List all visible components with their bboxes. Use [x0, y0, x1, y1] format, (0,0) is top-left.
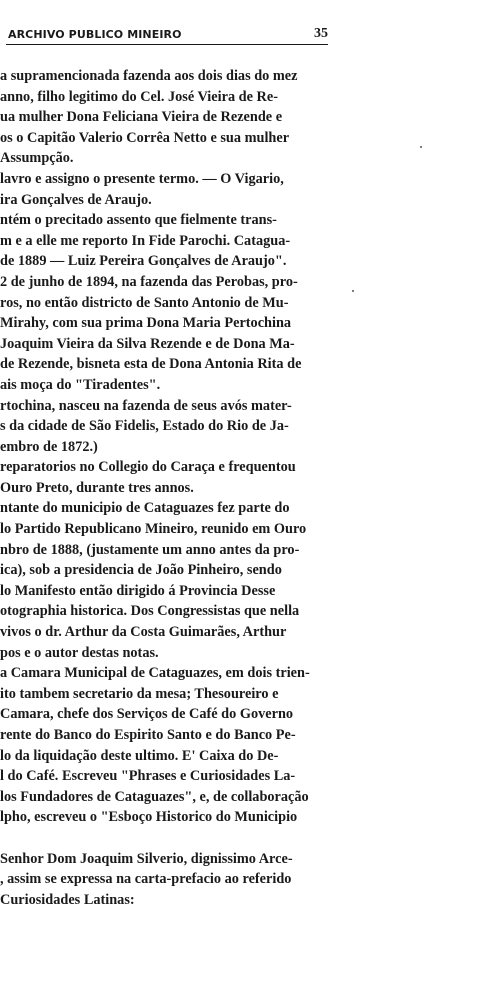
text-line: , assim se expressa na carta-prefacio ao referido [0, 871, 292, 888]
text-line: nbro de 1888, (justamente um anno antes da pro- [0, 541, 300, 558]
text-line: Curiosidades Latinas: [0, 891, 135, 908]
text-line: Joaquim Vieira da Silva Rezende e de Dona Ma- [0, 335, 295, 352]
text-line: Ouro Preto, durante tres annos. [0, 479, 194, 496]
text-line: 2 de junho de 1894, na fazenda das Perobas, pro- [0, 273, 298, 290]
text-line: Mirahy, com sua prima Dona Maria Pertochina [0, 315, 292, 332]
header-rule [6, 44, 328, 45]
text-line: ntém o precitado assento que fielmente trans- [0, 212, 277, 229]
text-line: lpho, escreveu o "Esboço Historico do Municipio [0, 809, 298, 826]
text-line: ira Gonçalves de Araujo. [0, 191, 152, 208]
text-line: ua mulher Dona Feliciana Vieira de Rezende e [0, 109, 283, 126]
text-line: otographia historica. Dos Congressistas que nella [0, 603, 300, 620]
page-number: 35 [314, 26, 328, 41]
text-line: ntante do municipio de Cataguazes fez parte do [0, 500, 290, 517]
text-line: embro de 1872.) [0, 438, 98, 455]
text-line: pos e o autor destas notas. [0, 644, 159, 661]
text-line: lo Manifesto então dirigido á Provincia Desse [0, 582, 276, 599]
text-line: ica), sob a presidencia de João Pinheiro, sendo [0, 562, 282, 579]
text-line: l do Café. Escreveu "Phrases e Curiosidades La- [0, 768, 296, 785]
text-line: a Camara Municipal de Cataguazes, em dois trien- [0, 665, 310, 682]
text-line: ros, no então districto de Santo Antonio de Mu- [0, 294, 289, 311]
text-line: los Fundadores de Cataguazes", e, de collaboração [0, 788, 309, 805]
text-line: Camara, chefe dos Serviços de Café do Governo [0, 706, 294, 723]
running-head-title: ARCHIVO PUBLICO MINEIRO [8, 28, 182, 41]
text-line: ito tambem secretario da mesa; Thesoureiro e [0, 685, 279, 702]
text-line: s da cidade de São Fidelis, Estado do Rio de Ja- [0, 418, 289, 435]
body-text [0, 66, 336, 910]
paper-speck [352, 290, 354, 292]
text-line: rente do Banco do Espirito Santo e do Banco Pe- [0, 727, 296, 743]
text-line: de Rezende, bisneta esta de Dona Antonia Rita de [0, 356, 302, 373]
text-line: anno, filho legitimo do Cel. José Vieira de Re- [0, 88, 278, 105]
text-line: reparatorios no Collegio do Caraça e frequentou [0, 459, 296, 476]
blank-line [0, 828, 336, 849]
text-line: a supramencionada fazenda aos dois dias do mez [0, 68, 298, 84]
text-line: os o Capitão Valerio Corrêa Netto e sua mulher [0, 129, 290, 146]
running-head [6, 22, 328, 44]
text-line: de 1889 — Luiz Pereira Gonçalves de Araujo". [0, 253, 287, 270]
text-line: lo Partido Republicano Mineiro, reunido em Ouro [0, 521, 307, 538]
text-line: vivos o dr. Arthur da Costa Guimarães, Arthur [0, 624, 287, 641]
text-line: lavro e assigno o presente termo. — O Vigario, [0, 170, 284, 187]
paper-speck [420, 146, 422, 148]
text-line: rtochina, nasceu na fazenda de seus avós mater- [0, 397, 292, 414]
text-line: Senhor Dom Joaquim Silverio, dignissimo Arce- [0, 850, 293, 867]
text-line: m e a elle me reporto In Fide Parochi. Catagua- [0, 232, 291, 249]
text-line: ais moça do "Tiradentes". [0, 376, 161, 393]
text-line: lo da liquidação deste ultimo. E' Caixa do De- [0, 747, 279, 764]
text-line: Assumpção. [0, 150, 74, 167]
